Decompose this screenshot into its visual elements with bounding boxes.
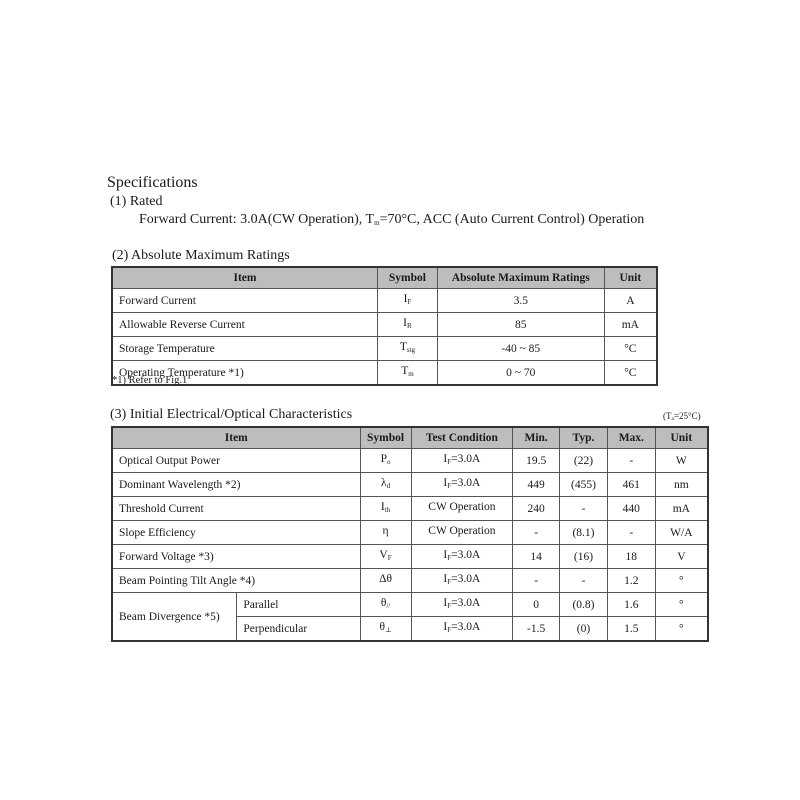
absolute-ratings-table — [111, 266, 658, 386]
min-cell: 0 — [513, 593, 560, 617]
max-cell: 461 — [607, 473, 655, 497]
table-row — [112, 593, 708, 617]
column-header: Test Condition — [411, 427, 513, 449]
item-cell: Beam Divergence *5) — [112, 593, 237, 642]
condition-cell: $I_F=3.0A$ — [411, 569, 513, 593]
typ-cell: (0.8) — [560, 593, 608, 617]
typ-cell: - — [560, 569, 608, 593]
symbol-cell: $I_R$ — [378, 313, 438, 337]
ambient-temperature-note: (Tₐ=25°C) — [663, 411, 701, 421]
typ-cell: (22) — [560, 449, 608, 473]
table-row — [112, 521, 708, 545]
condition-cell: $I_F=3.0A$ — [411, 593, 513, 617]
unit-cell: °C — [604, 337, 657, 361]
rated-section-title: (1) Rated — [110, 194, 163, 209]
min-cell: -1.5 — [513, 617, 560, 642]
typ-cell: (16) — [560, 545, 608, 569]
value-cell: 85 — [437, 313, 604, 337]
symbol-cell: $\theta_{//}$ — [360, 593, 411, 617]
page-title: Specifications — [107, 174, 198, 191]
table-row — [112, 569, 708, 593]
condition-cell: CW Operation — [411, 521, 513, 545]
sub-item-cell: Parallel — [237, 593, 360, 617]
item-cell: Allowable Reverse Current — [112, 313, 378, 337]
condition-cell: $I_F=3.0A$ — [411, 449, 513, 473]
table-row — [112, 449, 708, 473]
item-cell: Forward Voltage *3) — [112, 545, 360, 569]
item-cell: Dominant Wavelength *2) — [112, 473, 360, 497]
unit-cell: W/A — [655, 521, 708, 545]
table-row — [112, 473, 708, 497]
table-header-row — [112, 427, 708, 449]
initial-characteristics-table — [111, 426, 709, 642]
unit-cell: W — [655, 449, 708, 473]
min-cell: 14 — [513, 545, 560, 569]
unit-cell: °C — [604, 361, 657, 386]
symbol-cell: $T_m$ — [378, 361, 438, 386]
value-cell: -40 ~ 85 — [437, 337, 604, 361]
value-cell: 3.5 — [437, 289, 604, 313]
typ-cell: (455) — [560, 473, 608, 497]
max-cell: 18 — [607, 545, 655, 569]
condition-cell: $I_F=3.0A$ — [411, 617, 513, 642]
unit-cell: ° — [655, 569, 708, 593]
initial-characteristics-title: (3) Initial Electrical/Optical Characteristics — [110, 407, 353, 422]
symbol-cell: Δθ — [360, 569, 411, 593]
unit-cell: ° — [655, 593, 708, 617]
table-row — [112, 361, 657, 386]
column-header: Symbol — [378, 267, 438, 289]
max-cell: - — [607, 521, 655, 545]
column-header: Unit — [655, 427, 708, 449]
column-header: Item — [112, 427, 360, 449]
table-header-row — [112, 267, 657, 289]
unit-cell: nm — [655, 473, 708, 497]
typ-cell: (0) — [560, 617, 608, 642]
footnote: *1) Refer to Fig.1 — [112, 375, 188, 386]
min-cell: 240 — [513, 497, 560, 521]
column-header: Item — [112, 267, 378, 289]
column-header: Symbol — [360, 427, 411, 449]
unit-cell: mA — [604, 313, 657, 337]
item-cell: Storage Temperature — [112, 337, 378, 361]
symbol-cell: $\theta_\perp$ — [360, 617, 411, 642]
table-row — [112, 289, 657, 313]
table-row — [112, 313, 657, 337]
unit-cell: ° — [655, 617, 708, 642]
unit-cell: mA — [655, 497, 708, 521]
max-cell: - — [607, 449, 655, 473]
max-cell: 1.6 — [607, 593, 655, 617]
column-header: Min. — [513, 427, 560, 449]
table-row — [112, 497, 708, 521]
table-row — [112, 545, 708, 569]
sub-item-cell: Perpendicular — [237, 617, 360, 642]
column-header: Max. — [607, 427, 655, 449]
condition-cell: $I_F=3.0A$ — [411, 473, 513, 497]
min-cell: - — [513, 521, 560, 545]
min-cell: 449 — [513, 473, 560, 497]
typ-cell: - — [560, 497, 608, 521]
rated-forward-current-line: Forward Current: 3.0A(CW Operation), $T_m=70^\circ C$, ACC (Auto Current Control) Operation — [139, 212, 645, 227]
item-cell: Threshold Current — [112, 497, 360, 521]
absolute-ratings-title: (2) Absolute Maximum Ratings — [112, 248, 290, 263]
column-header: Unit — [604, 267, 657, 289]
max-cell: 1.2 — [607, 569, 655, 593]
max-cell: 1.5 — [607, 617, 655, 642]
value-cell: 0 ~ 70 — [437, 361, 604, 386]
item-cell: Operating Temperature *1) — [112, 361, 378, 386]
unit-cell: V — [655, 545, 708, 569]
symbol-cell: $I_F$ — [378, 289, 438, 313]
typ-cell: (8.1) — [560, 521, 608, 545]
condition-cell: CW Operation — [411, 497, 513, 521]
symbol-cell: $P_o$ — [360, 449, 411, 473]
symbol-cell: $V_F$ — [360, 545, 411, 569]
column-header: Typ. — [560, 427, 608, 449]
condition-cell: $I_F=3.0A$ — [411, 545, 513, 569]
item-cell: Slope Efficiency — [112, 521, 360, 545]
table-row — [112, 337, 657, 361]
max-cell: 440 — [607, 497, 655, 521]
unit-cell: A — [604, 289, 657, 313]
symbol-cell: $I_{th}$ — [360, 497, 411, 521]
symbol-cell: $T_{stg}$ — [378, 337, 438, 361]
min-cell: - — [513, 569, 560, 593]
item-cell: Optical Output Power — [112, 449, 360, 473]
symbol-cell: η — [360, 521, 411, 545]
min-cell: 19.5 — [513, 449, 560, 473]
item-cell: Beam Pointing Tilt Angle *4) — [112, 569, 360, 593]
column-header: Absolute Maximum Ratings — [437, 267, 604, 289]
item-cell: Forward Current — [112, 289, 378, 313]
symbol-cell: $\lambda_d$ — [360, 473, 411, 497]
